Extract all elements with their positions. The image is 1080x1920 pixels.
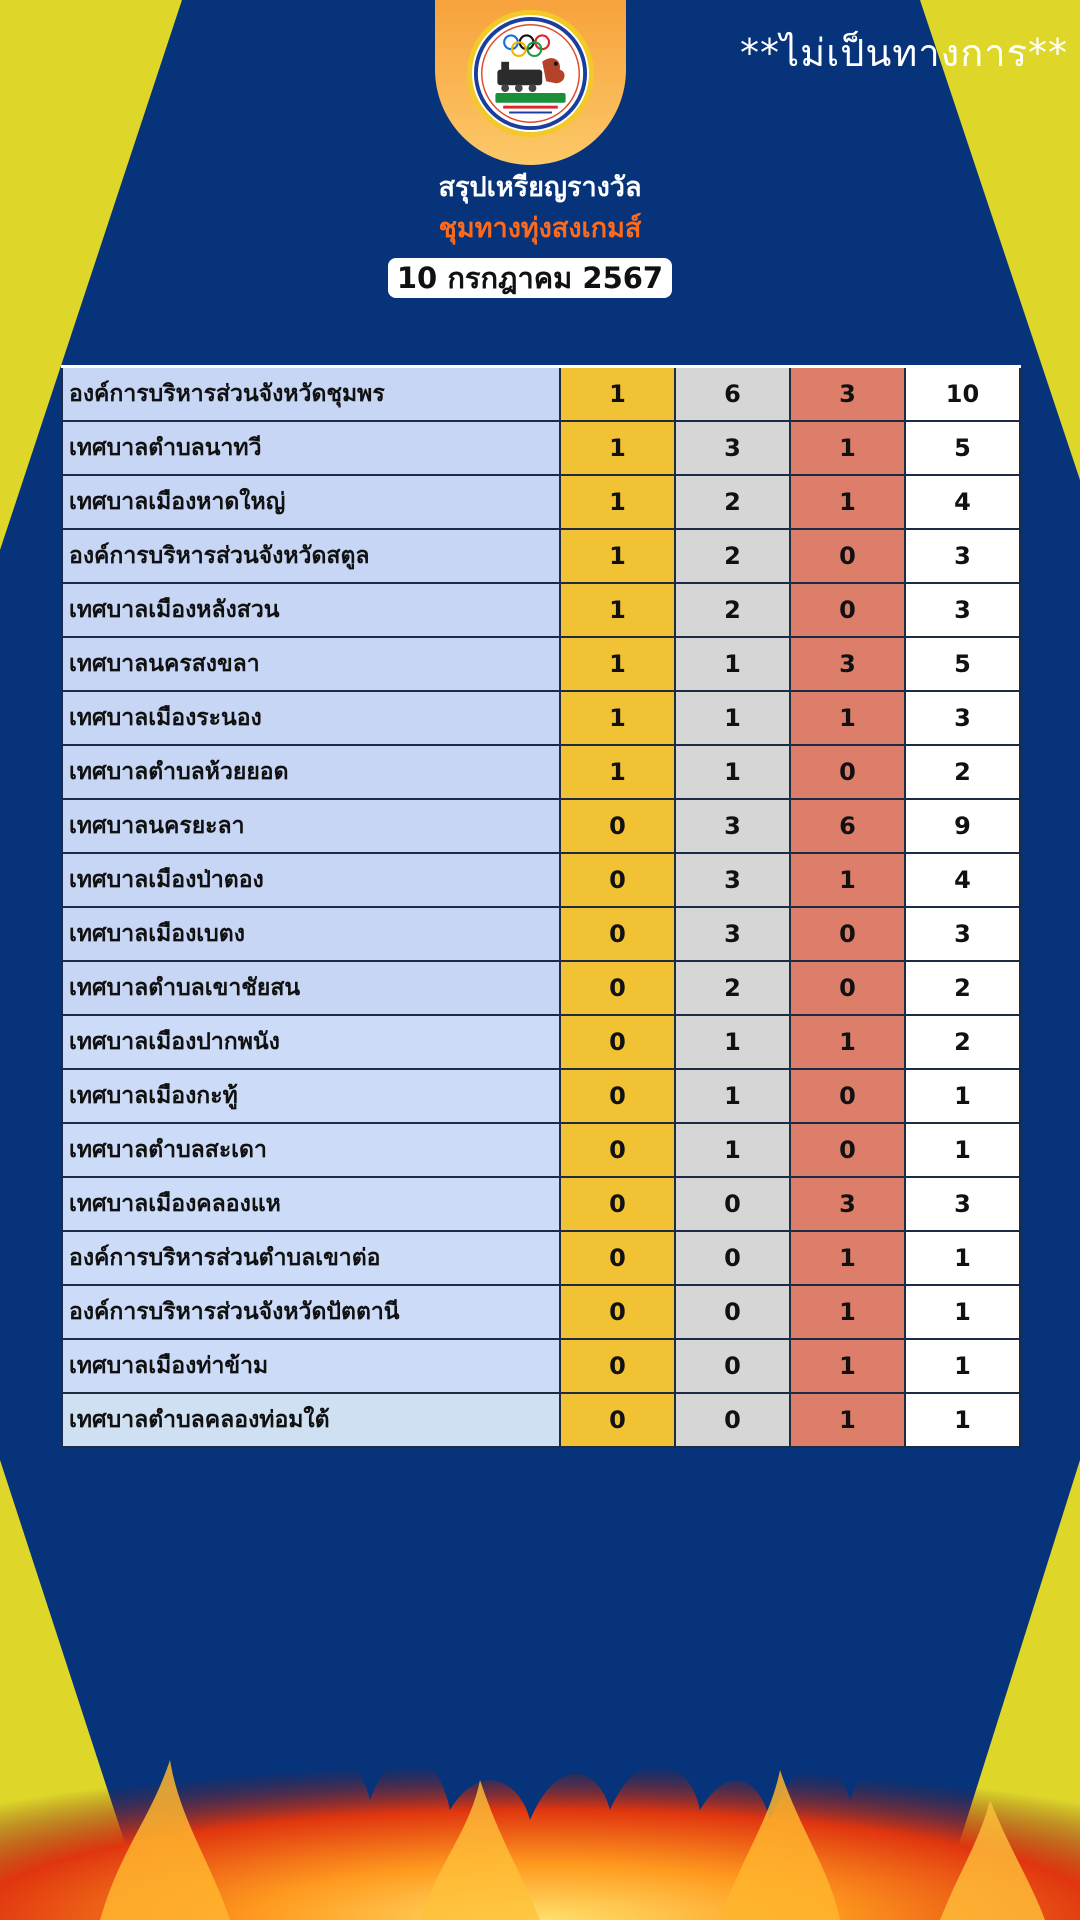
- organization-name: เทศบาลตำบลนาทวี: [62, 421, 560, 475]
- silver-count: 0: [675, 1339, 790, 1393]
- silver-count: 3: [675, 907, 790, 961]
- total-count: 1: [905, 1339, 1020, 1393]
- gold-count: 0: [560, 1177, 675, 1231]
- games-logo: [467, 10, 594, 137]
- silver-count: 1: [675, 1069, 790, 1123]
- bronze-count: 0: [790, 745, 905, 799]
- gold-count: 0: [560, 1123, 675, 1177]
- total-count: 5: [905, 421, 1020, 475]
- table-row: [62, 1393, 1020, 1447]
- silver-count: 0: [675, 1393, 790, 1447]
- bronze-count: 1: [790, 1231, 905, 1285]
- organization-name: องค์การบริหารส่วนจังหวัดชุมพร: [62, 367, 560, 422]
- gold-count: 0: [560, 1069, 675, 1123]
- table-row: [62, 1069, 1020, 1123]
- gold-count: 0: [560, 961, 675, 1015]
- gold-count: 0: [560, 1393, 675, 1447]
- table-row: [62, 637, 1020, 691]
- event-subtitle: ชุมทางทุ่งสงเกมส์: [438, 213, 642, 244]
- total-count: 1: [905, 1123, 1020, 1177]
- table-row: [62, 961, 1020, 1015]
- organization-name: เทศบาลเมืองคลองแห: [62, 1177, 560, 1231]
- organization-name: เทศบาลนครสงขลา: [62, 637, 560, 691]
- organization-name: เทศบาลเมืองระนอง: [62, 691, 560, 745]
- organization-name: เทศบาลตำบลห้วยยอด: [62, 745, 560, 799]
- silver-count: 1: [675, 745, 790, 799]
- table-row: [62, 907, 1020, 961]
- organization-name: องค์การบริหารส่วนตำบลเขาต่อ: [62, 1231, 560, 1285]
- bronze-count: 3: [790, 367, 905, 422]
- total-count: 2: [905, 1015, 1020, 1069]
- medal-table: [61, 365, 1021, 1448]
- organization-name: เทศบาลเมืองป่าตอง: [62, 853, 560, 907]
- bronze-count: 1: [790, 853, 905, 907]
- page-title: สรุปเหรียญรางวัล: [438, 172, 642, 203]
- bronze-count: 0: [790, 1123, 905, 1177]
- organization-name: เทศบาลเมืองปากพนัง: [62, 1015, 560, 1069]
- organization-name: เทศบาลเมืองหลังสวน: [62, 583, 560, 637]
- table-row: [62, 367, 1020, 422]
- bronze-count: 3: [790, 1177, 905, 1231]
- organization-name: องค์การบริหารส่วนจังหวัดปัตตานี: [62, 1285, 560, 1339]
- table-row: [62, 529, 1020, 583]
- gold-count: 0: [560, 799, 675, 853]
- bronze-count: 1: [790, 1015, 905, 1069]
- total-count: 2: [905, 961, 1020, 1015]
- total-count: 1: [905, 1069, 1020, 1123]
- gold-count: 0: [560, 1285, 675, 1339]
- table-row: [62, 1123, 1020, 1177]
- total-count: 3: [905, 583, 1020, 637]
- gold-count: 1: [560, 475, 675, 529]
- total-count: 3: [905, 691, 1020, 745]
- organization-name: เทศบาลนครยะลา: [62, 799, 560, 853]
- organization-name: เทศบาลตำบลคลองท่อมใต้: [62, 1393, 560, 1447]
- gold-count: 1: [560, 583, 675, 637]
- table-row: [62, 1285, 1020, 1339]
- total-count: 3: [905, 529, 1020, 583]
- bronze-count: 0: [790, 961, 905, 1015]
- bronze-count: 0: [790, 907, 905, 961]
- table-row: [62, 853, 1020, 907]
- total-count: 5: [905, 637, 1020, 691]
- gold-count: 0: [560, 853, 675, 907]
- gold-count: 0: [560, 907, 675, 961]
- total-count: 1: [905, 1393, 1020, 1447]
- gold-count: 1: [560, 529, 675, 583]
- organization-name: เทศบาลเมืองกะทู้: [62, 1069, 560, 1123]
- silver-count: 2: [675, 529, 790, 583]
- table-row: [62, 475, 1020, 529]
- bronze-count: 0: [790, 1069, 905, 1123]
- table-row: [62, 1339, 1020, 1393]
- bronze-count: 1: [790, 1285, 905, 1339]
- table-row: [62, 691, 1020, 745]
- gold-count: 1: [560, 637, 675, 691]
- table-row: [62, 745, 1020, 799]
- bronze-count: 0: [790, 583, 905, 637]
- silver-count: 0: [675, 1231, 790, 1285]
- silver-count: 0: [675, 1285, 790, 1339]
- bronze-count: 0: [790, 529, 905, 583]
- gold-count: 0: [560, 1015, 675, 1069]
- silver-count: 1: [675, 637, 790, 691]
- bronze-count: 1: [790, 1339, 905, 1393]
- silver-count: 2: [675, 475, 790, 529]
- organization-name: องค์การบริหารส่วนจังหวัดสตูล: [62, 529, 560, 583]
- silver-count: 3: [675, 799, 790, 853]
- silver-count: 2: [675, 583, 790, 637]
- organization-name: เทศบาลตำบลสะเดา: [62, 1123, 560, 1177]
- total-count: 9: [905, 799, 1020, 853]
- total-count: 10: [905, 367, 1020, 422]
- total-count: 1: [905, 1231, 1020, 1285]
- bronze-count: 1: [790, 691, 905, 745]
- unofficial-watermark: **ไม่เป็นทางการ**: [740, 31, 1068, 75]
- gold-count: 0: [560, 1231, 675, 1285]
- organization-name: เทศบาลเมืองเบตง: [62, 907, 560, 961]
- silver-count: 6: [675, 367, 790, 422]
- total-count: 4: [905, 853, 1020, 907]
- gold-count: 1: [560, 745, 675, 799]
- silver-count: 1: [675, 1123, 790, 1177]
- bronze-count: 1: [790, 1393, 905, 1447]
- silver-count: 1: [675, 1015, 790, 1069]
- silver-count: 1: [675, 691, 790, 745]
- table-row: [62, 421, 1020, 475]
- table-row: [62, 799, 1020, 853]
- bronze-count: 3: [790, 637, 905, 691]
- organization-name: เทศบาลตำบลเขาชัยสน: [62, 961, 560, 1015]
- silver-count: 3: [675, 421, 790, 475]
- gold-count: 1: [560, 367, 675, 422]
- date-label: 10 กรกฎาคม 2567: [388, 258, 672, 298]
- bronze-count: 1: [790, 475, 905, 529]
- silver-count: 0: [675, 1177, 790, 1231]
- organization-name: เทศบาลเมืองหาดใหญ่: [62, 475, 560, 529]
- table-row: [62, 583, 1020, 637]
- total-count: 2: [905, 745, 1020, 799]
- total-count: 4: [905, 475, 1020, 529]
- total-count: 3: [905, 1177, 1020, 1231]
- gold-count: 1: [560, 421, 675, 475]
- bronze-count: 6: [790, 799, 905, 853]
- total-count: 3: [905, 907, 1020, 961]
- gold-count: 1: [560, 691, 675, 745]
- table-row: [62, 1231, 1020, 1285]
- silver-count: 3: [675, 853, 790, 907]
- bronze-count: 1: [790, 421, 905, 475]
- organization-name: เทศบาลเมืองท่าข้าม: [62, 1339, 560, 1393]
- gold-count: 0: [560, 1339, 675, 1393]
- silver-count: 2: [675, 961, 790, 1015]
- table-row: [62, 1177, 1020, 1231]
- table-row: [62, 1015, 1020, 1069]
- total-count: 1: [905, 1285, 1020, 1339]
